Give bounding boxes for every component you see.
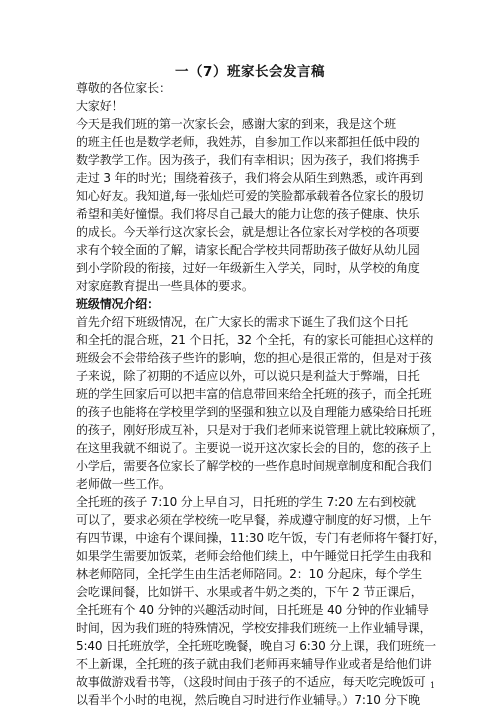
paragraph-line: 不上新课，全托班的孩子就由我们老师再来辅导作业或者是给他们讲 <box>76 657 432 671</box>
document-title: 一（7）班家长会发言稿 <box>175 64 325 80</box>
paragraph-line: 可以了，要求必须在学校统一吃早餐，养成遵守制度的好习惯，上午 <box>76 513 432 527</box>
paragraph-line: 有四节课，中途有个课间操，11:30 吃午饭，专门有老师将午餐打好， <box>76 531 446 545</box>
paragraph-line: 希望和美好憧憬。我们将尽自己最大的能力让您的孩子健康、快乐 <box>76 207 420 221</box>
page-number: 1 <box>430 681 436 690</box>
paragraph-line: 如果学生需要加饭菜，老师会给他们续上，中午睡觉日托学生由我和 <box>76 549 432 563</box>
paragraph-line: 数学教学工作。因为孩子，我们有幸相识；因为孩子，我们将携手 <box>76 153 420 167</box>
paragraph-line: 以看半个小时的电视，然后晚自习时进行作业辅导。）7:10 分下晚 <box>76 693 420 707</box>
paragraph-line: 子来说，除了初期的不适应以外，可以说只是利益大于弊端，日托 <box>76 369 420 383</box>
paragraph-line: 的孩子，刚好形成互补，只是对于我们老师来说管理上就比较麻烦了， <box>76 423 444 437</box>
paragraph-line: 对家庭教育提出一些具体的要求。 <box>76 279 254 293</box>
paragraph-line: 的班主任也是数学老师，我姓苏，自参加工作以来都担任低中段的 <box>76 135 420 149</box>
paragraph-line: 走过 3 年的时光；围绕着孩子，我们将会从陌生到熟悉，或许再到 <box>76 171 423 185</box>
paragraph-line: 和全托的混合班，21 个日托，32 个全托，有的家长可能担心这样的 <box>76 333 434 347</box>
paragraph-line: 今天是我们班的第一次家长会，感谢大家的到来，我是这个班 <box>76 117 396 131</box>
paragraph-line: 到小学阶段的衔接，过好一年级新生入学关，同时，从学校的角度 <box>76 261 420 275</box>
paragraph-line: 林老师陪同，全托学生由生活老师陪同。2：10 分起床，每个学生 <box>76 567 423 581</box>
paragraph-line: 全托班有个 40 分钟的兴趣活动时间，日托班是 40 分钟的作业辅导 <box>76 603 429 617</box>
paragraph-line: 故事做游戏看书等，（这段时间由于孩子的不适应，每天吃完晚饭可 <box>76 675 426 689</box>
paragraph-line: 全托班的孩子 7:10 分上早自习，日托班的学生 7:20 左右到校就 <box>76 495 416 509</box>
paragraph-line: 老师做一些工作。 <box>76 477 171 491</box>
paragraph-line: 班的学生回家后可以把丰富的信息带回来给全托班的孩子，而全托班 <box>76 387 432 401</box>
paragraph-line: 5:40 日托班放学，全托班吃晚餐，晚自习 6:30 分上课，我们班统一 <box>76 639 436 653</box>
paragraph-line: 会吃课间餐，比如饼干、水果或者牛奶之类的，下午 2 节正课后， <box>76 585 423 599</box>
paragraph-line: 的孩子也能将在学校里学到的坚强和独立以及自理能力感染给日托班 <box>76 405 432 419</box>
paragraph-line: 知心好友。我知道,每一张灿烂可爱的笑脸都承载着各位家长的殷切 <box>76 189 424 203</box>
paragraph-line: 求有个较全面的了解，请家长配合学校共同帮助孩子做好从幼儿园 <box>76 243 420 257</box>
paragraph-line: 在这里我就不细说了。主要说一说开这次家长会的目的，您的孩子上 <box>76 441 432 455</box>
paragraph-line: 的成长。今天举行这次家长会，就是想让各位家长对学校的各项要 <box>76 225 420 239</box>
paragraph-line: 大家好！ <box>76 99 124 113</box>
paragraph-line: 小学后，需要各位家长了解学校的一些作息时间规章制度和配合我们 <box>76 459 432 473</box>
paragraph-line: 尊敬的各位家长： <box>76 81 171 95</box>
paragraph-line: 班级会不会带给孩子些许的影响，您的担心是很正常的，但是对于孩 <box>76 351 432 365</box>
paragraph-line: 时间，因为我们班的特殊情况，学校安排我们班统一上作业辅导课， <box>76 621 432 635</box>
section-heading: 班级情况介绍： <box>76 297 159 311</box>
paragraph-line: 首先介绍下班级情况，在广大家长的需求下诞生了我们这个日托 <box>76 315 408 329</box>
